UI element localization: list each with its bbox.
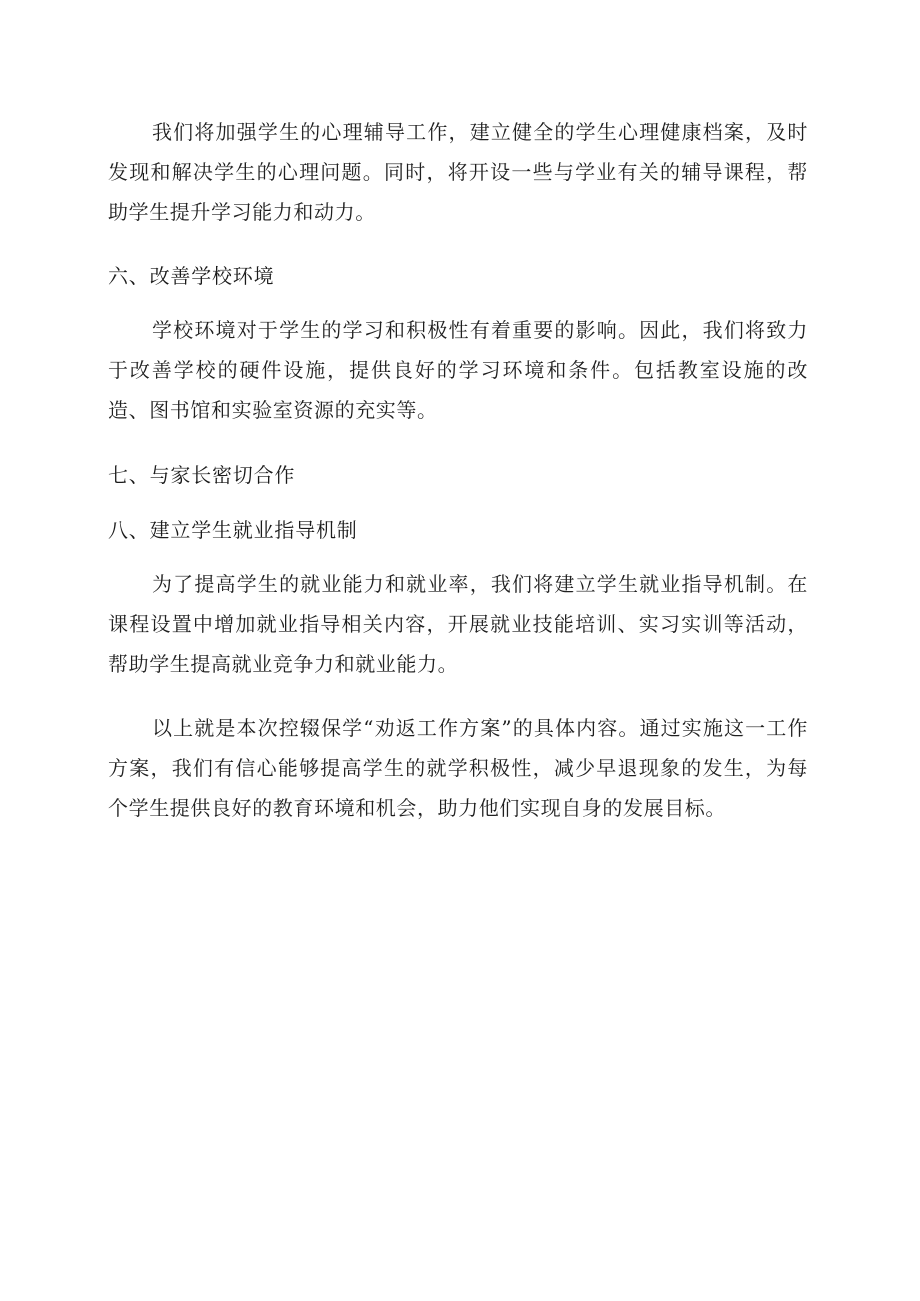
paragraph-conclusion: 以上就是本次控辍保学“劝返工作方案”的具体内容。通过实施这一工作方案，我们有信心能够提高学生的就学积极性，减少早退现象的发生，为每个学生提供良好的教育环境和机会，助力他们实现自身的发展目标。 [108, 716, 808, 820]
paragraph-psychological-counseling: 我们将加强学生的心理辅导工作，建立健全的学生心理健康档案，及时发现和解决学生的心理问题。同时，将开设一些与学业有关的辅导课程，帮助学生提升学习能力和动力。 [108, 120, 808, 224]
section-heading-employment-guidance: 八、建立学生就业指导机制 [108, 518, 358, 542]
section-heading-improve-school-environment: 六、改善学校环境 [108, 264, 275, 288]
paragraph-employment-guidance: 为了提高学生的就业能力和就业率，我们将建立学生就业指导机制。在课程设置中增加就业指导相关内容，开展就业技能培训、实习实训等活动，帮助学生提高就业竞争力和就业能力。 [108, 572, 808, 676]
section-heading-parent-cooperation: 七、与家长密切合作 [108, 463, 296, 487]
paragraph-school-environment: 学校环境对于学生的学习和积极性有着重要的影响。因此，我们将致力于改善学校的硬件设施，提供良好的学习环境和条件。包括教室设施的改造、图书馆和实验室资源的充实等。 [108, 318, 808, 422]
